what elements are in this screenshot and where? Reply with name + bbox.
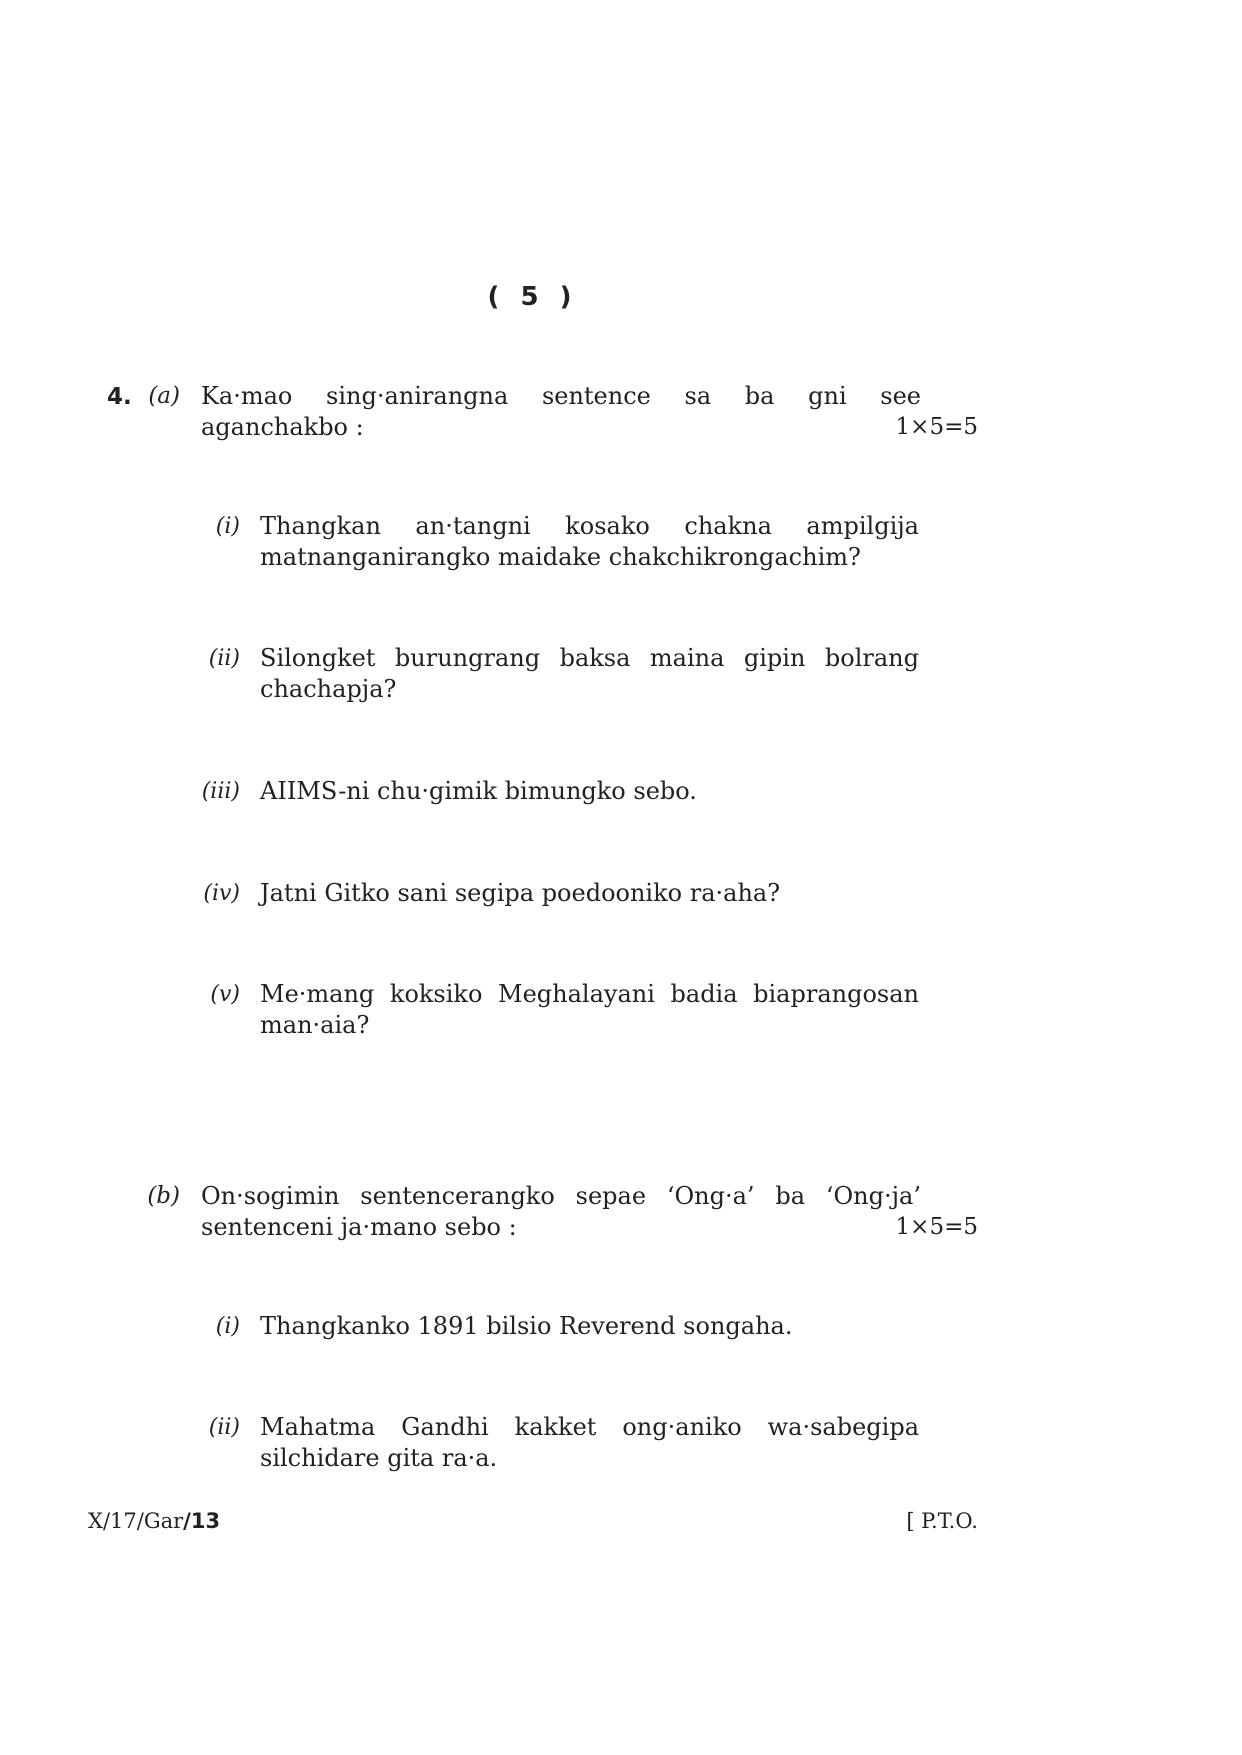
part-b-item-2-line2: silchidare gita ra·a.	[260, 1444, 498, 1472]
part-b-item-2-label: (ii)	[208, 1415, 240, 1440]
part-a-item-2-line1: Silongket burungrang baksa maina gipin bolrang	[260, 644, 919, 672]
page-number: ( 5 )	[487, 282, 578, 312]
footer-code-suffix: /13	[183, 1509, 221, 1533]
part-b-item-1: Thangkanko 1891 bilsio Reverend songaha.	[260, 1312, 793, 1340]
part-a-item-4: Jatni Gitko sani segipa poedooniko ra·aha?	[260, 879, 781, 907]
part-b-marks: 1×5=5	[895, 1214, 978, 1240]
part-a-item-1-line2: matnanganirangko maidake chakchikrongachim?	[260, 543, 861, 571]
part-b-instruction	[201, 1181, 921, 1243]
part-a-instruction-line1: Ka·mao sing·anirangna sentence sa ba gni see	[201, 382, 921, 410]
part-a-item-1-line1: Thangkan an·tangni kosako chakna ampilgija	[260, 512, 919, 540]
part-b-instruction-line1: On·sogimin sentencerangko sepae ‘Ong·a’ ba ‘Ong·ja’	[201, 1182, 921, 1210]
part-a-label: (a)	[148, 383, 180, 409]
footer-code	[88, 1508, 220, 1534]
part-b-label: (b)	[147, 1183, 180, 1209]
part-b-item-2	[260, 1412, 919, 1474]
part-a-instruction-line2: aganchakbo :	[201, 413, 364, 441]
part-a-instruction	[201, 381, 921, 443]
part-a-item-5-label: (v)	[210, 982, 240, 1007]
part-a-item-2-line2: chachapja?	[260, 675, 397, 703]
part-a-item-1-label: (i)	[215, 514, 240, 539]
part-a-item-1	[260, 511, 919, 573]
part-a-item-5-line1: Me·mang koksiko Meghalayani badia biaprangosan	[260, 980, 919, 1008]
part-a-item-3-label: (iii)	[201, 779, 240, 804]
pto-label: [ P.T.O.	[906, 1509, 978, 1533]
part-b-item-1-label: (i)	[215, 1314, 240, 1339]
footer-code-prefix: X/17/Gar	[88, 1509, 184, 1533]
part-a-item-5	[260, 979, 919, 1041]
part-a-item-2-label: (ii)	[208, 646, 240, 671]
part-a-item-4-label: (iv)	[203, 881, 240, 906]
part-a-marks: 1×5=5	[895, 414, 978, 440]
part-a-item-3: AIIMS-ni chu·gimik bimungko sebo.	[260, 777, 697, 805]
question-number: 4.	[107, 384, 132, 410]
part-b-item-2-line1: Mahatma Gandhi kakket ong·aniko wa·sabegipa	[260, 1413, 919, 1441]
part-b-instruction-line2: sentenceni ja·mano sebo :	[201, 1213, 517, 1241]
part-a-item-5-line2: man·aia?	[260, 1011, 370, 1039]
part-a-item-2	[260, 643, 919, 705]
